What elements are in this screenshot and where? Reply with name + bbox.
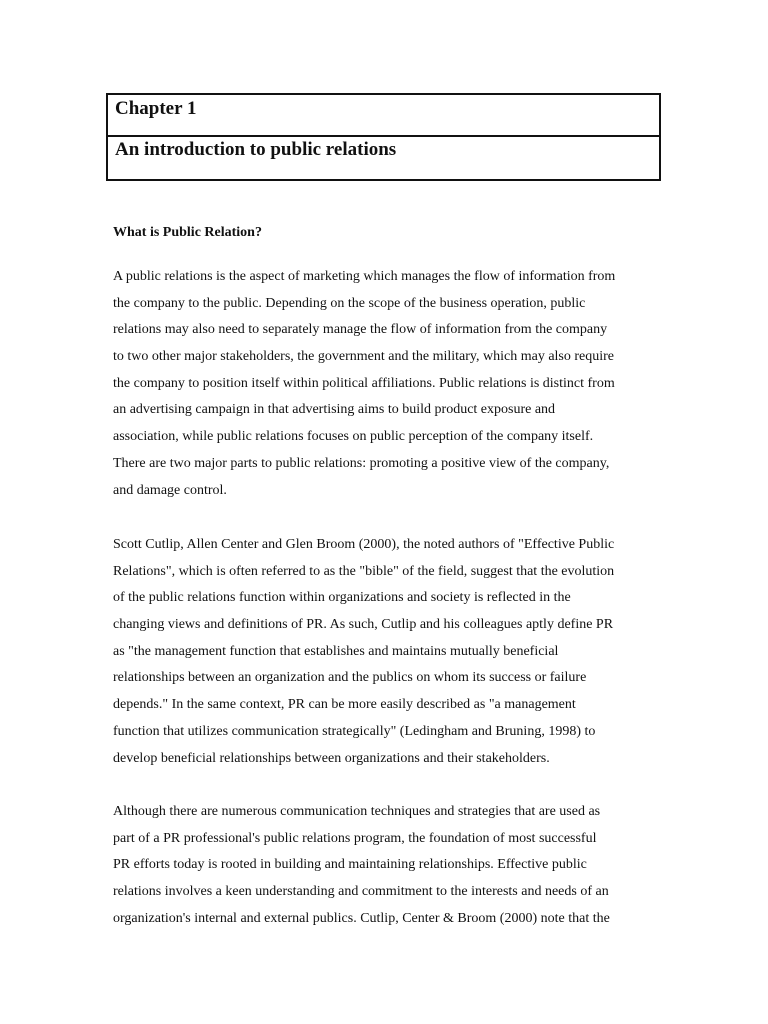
paragraph-line: depends." In the same context, PR can be more easily described as "a management [113, 697, 576, 713]
paragraph-line: Relations", which is often referred to as the "bible" of the field, suggest that the evolution [113, 563, 615, 579]
paragraph-line: the company to position itself within political affiliations. Public relations is distinct from [113, 375, 615, 391]
paragraph-line: function that utilizes communication strategically" (Ledingham and Bruning, 1998) to [113, 723, 596, 739]
paragraph-line: the company to the public. Depending on the scope of the business operation, public [113, 295, 586, 311]
paragraph-line: PR efforts today is rooted in building and maintaining relationships. Effective public [113, 857, 587, 873]
paragraph-line: relations may also need to separately manage the flow of information from the company [113, 322, 608, 338]
chapter-header-box [106, 93, 661, 181]
section-heading: What is Public Relation? [113, 225, 262, 240]
paragraph-line: A public relations is the aspect of marketing which manages the flow of information from [113, 269, 616, 284]
paragraph-line: part of a PR professional's public relations program, the foundation of most successful [113, 830, 597, 846]
paragraph-relationships [113, 799, 673, 932]
paragraph-line: and damage control. [113, 482, 227, 498]
paragraph-line: develop beneficial relationships between organizations and their stakeholders. [113, 750, 550, 766]
paragraph-line: an advertising campaign in that advertising aims to build product exposure and [113, 402, 556, 418]
paragraph-line: Although there are numerous communication techniques and strategies that are used as [113, 804, 601, 819]
paragraph-line: relationships between an organization and the publics on whom its success or failure [113, 670, 587, 686]
paragraph-line: to two other major stakeholders, the government and the military, which may also require [113, 349, 615, 365]
paragraph-line: of the public relations function within organizations and society is reflected in the [113, 590, 571, 606]
chapter-number: Chapter 1 [108, 95, 659, 137]
paragraph-line: association, while public relations focuses on public perception of the company itself. [113, 429, 594, 445]
chapter-title: An introduction to public relations [115, 139, 397, 160]
paragraph-line: changing views and definitions of PR. As such, Cutlip and his colleagues aptly define PR [113, 617, 614, 633]
paragraph-definition [113, 264, 673, 504]
paragraph-line: There are two major parts to public relations: promoting a positive view of the company, [113, 455, 610, 471]
paragraph-line: relations involves a keen understanding and commitment to the interests and needs of an [113, 884, 609, 900]
paragraph-line: organization's internal and external publics. Cutlip, Center & Broom (2000) note that the [113, 910, 610, 926]
paragraph-cutlip [113, 532, 673, 772]
paragraph-line: as "the management function that establishes and maintains mutually beneficial [113, 643, 559, 659]
paragraph-line: Scott Cutlip, Allen Center and Glen Broom (2000), the noted authors of "Effective Public [113, 537, 615, 552]
